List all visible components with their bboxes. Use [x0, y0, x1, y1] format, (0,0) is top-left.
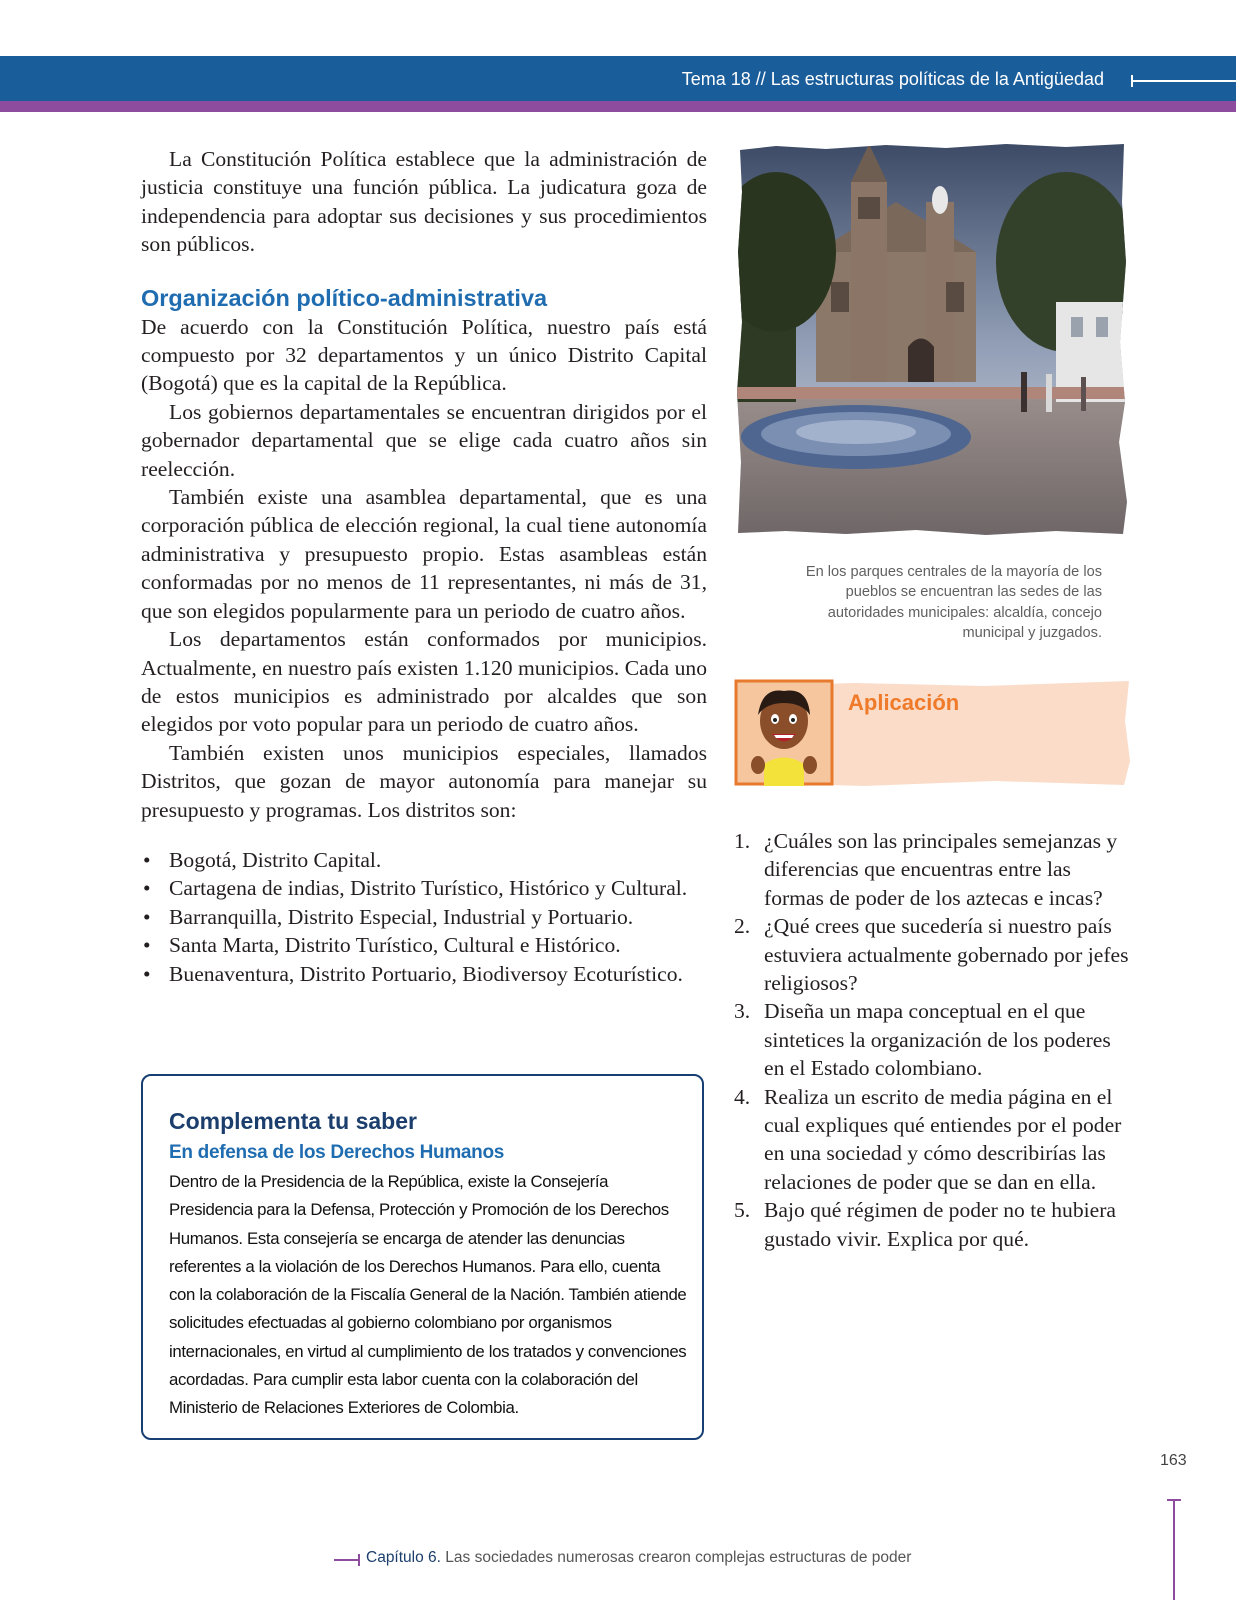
list-item: [734, 827, 1134, 912]
district-text: Buenaventura, Distrito Portuario, Biodiversoy Ecoturístico.: [169, 961, 683, 986]
question-number: 3.: [734, 999, 751, 1024]
question-text: Bajo qué régimen de poder no te hubiera gustado vivir. Explica por qué.: [764, 1198, 1116, 1251]
section-paragraph: Los gobiernos departamentales se encuentran dirigidos por el gobernador departamental que se elige cada cuatro años sin reelección.: [141, 399, 707, 481]
footer-tick: [358, 1554, 360, 1566]
chapter-label: Capítulo 6.: [366, 1549, 441, 1566]
list-item: [734, 1083, 1134, 1197]
header-stripe: [0, 101, 1236, 112]
question-text: Realiza un escrito de media página en el cual expliques qué entiendes por el poder en una sociedad y cómo describirías las relaciones de poder que se dan en ella.: [764, 1084, 1122, 1194]
complementa-box: [141, 1074, 704, 1440]
list-item: [141, 960, 707, 988]
footer-chapter: [366, 1549, 911, 1567]
section-paragraph: También existe una asamblea departamental, que es una corporación pública de elección regional, la cual tiene autonomía administrativa y presupuesto propio. Estas asambleas están conformadas por no menos de 11 representantes, ni más de 31, que son elegidos popularmente para un periodo de cuatro años.: [141, 485, 707, 623]
complementa-subtitle: En defensa de los Derechos Humanos: [169, 1142, 505, 1163]
question-number: 1.: [734, 829, 751, 853]
page-marker-line: [1173, 1500, 1175, 1600]
question-text: ¿Qué crees que sucedería si nuestro país estuviera actualmente gobernado por jefes religiosos?: [764, 914, 1129, 996]
list-item: [141, 874, 707, 902]
complementa-title: Complementa tu saber: [169, 1108, 417, 1134]
main-column: [141, 145, 707, 988]
section-paragraph: De acuerdo con la Constitución Política, nuestro país está compuesto por 32 departamentos y un único Distrito Capital (Bogotá) que es la capital de la República.: [141, 314, 707, 396]
page-number: 163: [1160, 1452, 1187, 1469]
footer-line: [334, 1559, 360, 1561]
list-item: [141, 846, 707, 874]
intro-paragraph: La Constitución Política establece que la administración de justicia constituye una función pública. La judicatura goza de independencia para adoptar sus decisiones y sus procedimientos son públicos.: [141, 147, 707, 257]
question-text: ¿Cuáles son las principales semejanzas y diferencias que encuentras entre las formas de poder de los aztecas e incas?: [764, 829, 1118, 910]
topic-line: [1132, 80, 1236, 82]
district-text: Bogotá, Distrito Capital.: [169, 847, 382, 872]
section-paragraph: Los departamentos están conformados por municipios. Actualmente, en nuestro país existen 1.120 municipios. Cada uno de estos municipios es administrado por alcaldes que son elegidos por voto popular para un periodo de cuatro años.: [141, 627, 707, 737]
question-text: Diseña un mapa conceptual en el que sintetices la organización de los poderes en el Estado colombiano.: [764, 999, 1111, 1081]
question-number: 5.: [734, 1198, 751, 1223]
districts-list: [141, 846, 707, 988]
aplicacion-title: Aplicación: [848, 690, 960, 715]
section-paragraph: También existen unos municipios especiales, llamados Distritos, que gozan de mayor autonomía para manejar su presupuesto y programas. Los distritos son:: [141, 740, 707, 822]
bullet-icon: •: [143, 933, 151, 958]
list-item: [141, 903, 707, 931]
question-number: 2.: [734, 914, 751, 939]
district-text: Barranquilla, Distrito Especial, Industrial y Portuario.: [169, 904, 634, 929]
district-text: Cartagena de indias, Distrito Turístico, Histórico y Cultural.: [169, 876, 688, 901]
bullet-icon: •: [143, 876, 151, 901]
bullet-icon: •: [143, 847, 151, 872]
questions-list: [734, 827, 1134, 1253]
photo-caption: En los parques centrales de la mayoría de los pueblos se encuentran las sedes de las autoridades municipales: alcaldía, concejo municipal y juzgados.: [805, 564, 1102, 642]
list-item: [734, 997, 1134, 1082]
bullet-icon: •: [143, 904, 151, 929]
district-text: Santa Marta, Distrito Turístico, Cultural e Histórico.: [169, 933, 621, 958]
cathedral-photo: [736, 142, 1129, 536]
list-item: [141, 931, 707, 959]
boy-avatar-icon: [734, 679, 834, 786]
complementa-text: Dentro de la Presidencia de la República, existe la Consejería Presidencia para la Defensa, Protección y Promoción de los Derechos Humanos. Esta consejería se encarga de atender las denuncias referentes a la violación de los Derechos Humanos. Para ello, cuenta con la colaboración de la Fiscalía General de la Nación. También atiende solicitudes efectuadas al gobierno colombiano por organismos internacionales, en virtud al cumplimiento de los tratados y convenciones acordadas. Para cumplir esta labor cuenta con la colaboración del Ministerio de Relaciones Exteriores de Colombia.: [169, 1172, 687, 1418]
section-title: Organización político-administrativa: [141, 284, 548, 311]
topic-title: Tema 18 // Las estructuras políticas de la Antigüedad: [681, 69, 1104, 89]
list-item: [734, 1196, 1134, 1253]
chapter-title: Las sociedades numerosas crearon complejas estructuras de poder: [445, 1549, 912, 1566]
bullet-icon: •: [143, 961, 151, 986]
question-number: 4.: [734, 1084, 751, 1109]
list-item: [734, 912, 1134, 997]
